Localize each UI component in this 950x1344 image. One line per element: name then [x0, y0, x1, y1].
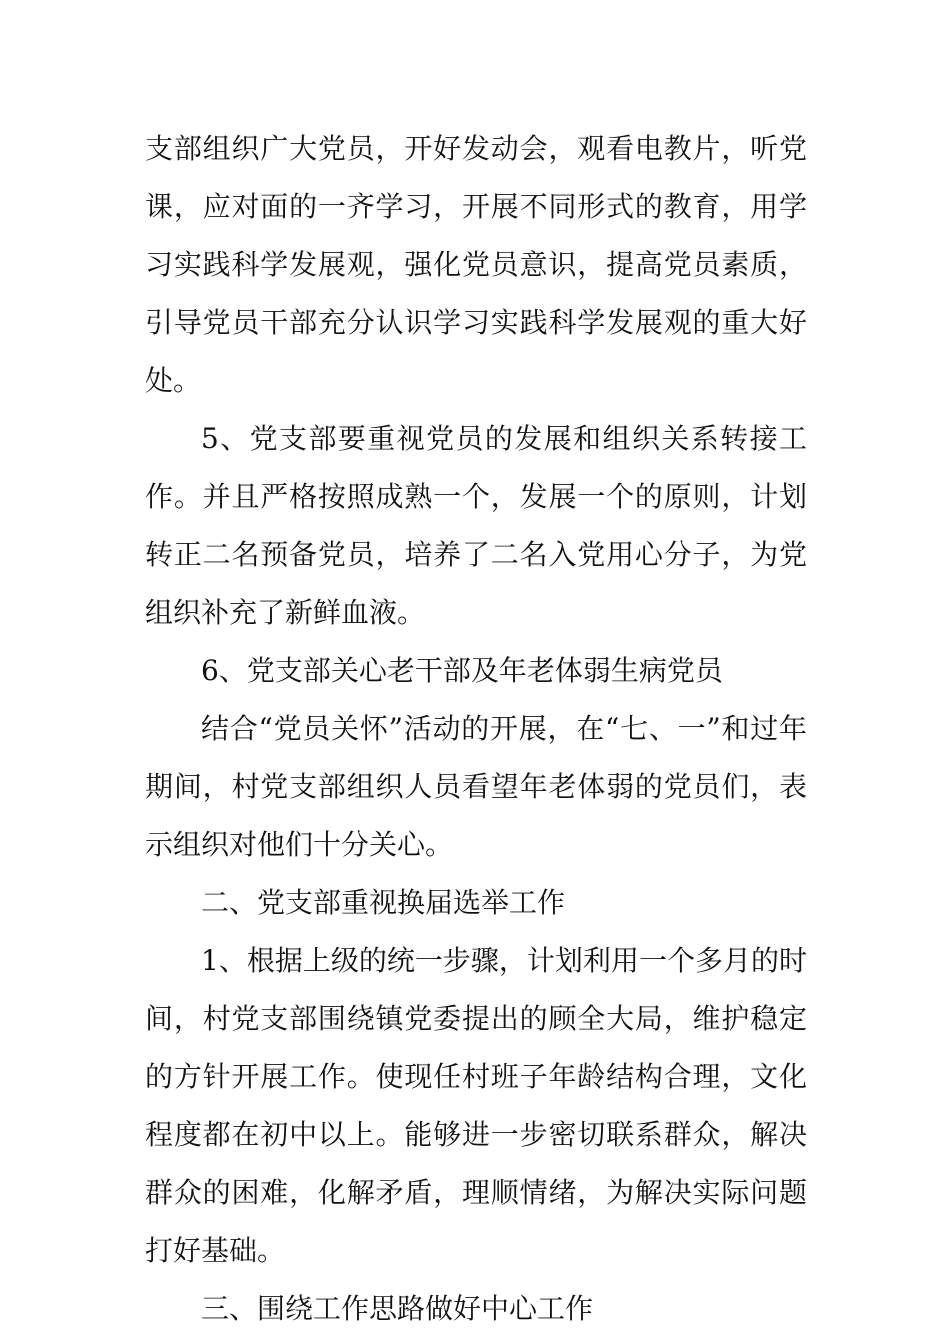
paragraph-3: 6、党支部关心老干部及年老体弱生病党员 — [201, 654, 723, 687]
paragraph-5: 1、根据上级的统一步骤，计划利用一个多月的时间，村党支部围绕镇党委提出的顾全大局，维护稳定的方针开展工作。使现任村班子年龄结构合理，文化程度都在初中以上。能够进一步密切联系群众，解决群众的困难，化解矛盾，理顺情绪，为解决实际问题打好基础。 — [145, 944, 807, 1267]
paragraph-4: 结合“党员关怀”活动的开展，在“七、一”和过年期间，村党支部组织人员看望年老体弱的党员们，表示组织对他们十分关心。 — [145, 712, 807, 861]
document-body — [145, 120, 807, 1338]
paragraph-1: 支部组织广大党员，开好发动会，观看电教片，听党课，应对面的一齐学习，开展不同形式的教育，用学习实践科学发展观，强化党员意识，提高党员素质，引导党员干部充分认识学习实践科学发展观的重大好处。 — [145, 132, 807, 397]
section-heading-3: 三、围绕工作思路做好中心工作 — [201, 1292, 594, 1325]
section-heading-2: 二、党支部重视换届选举工作 — [201, 886, 566, 919]
paragraph-2: 5、党支部要重视党员的发展和组织关系转接工作。并且严格按照成熟一个，发展一个的原则，计划转正二名预备党员，培养了二名入党用心分子，为党组织补充了新鲜血液。 — [145, 422, 807, 629]
